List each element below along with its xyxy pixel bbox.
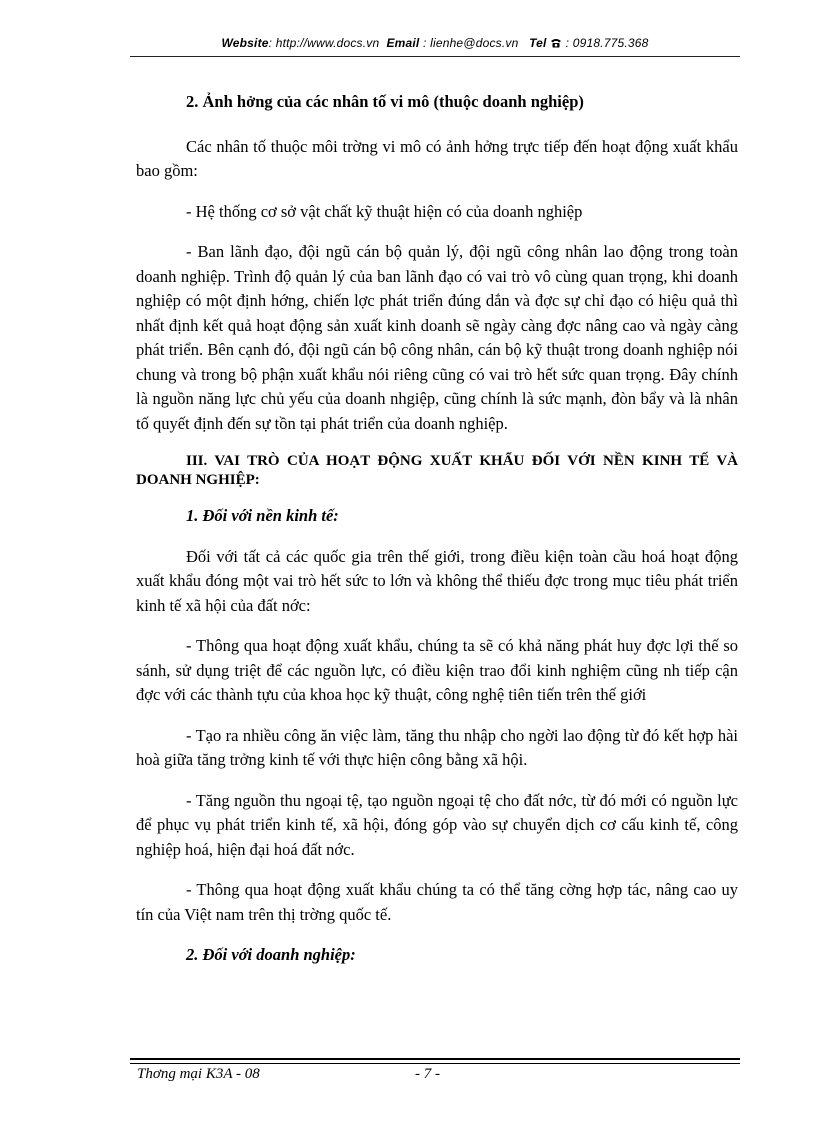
email-value: : lienhe@docs.vn <box>423 36 519 50</box>
page-header <box>130 36 740 50</box>
document-body <box>136 90 738 984</box>
subsection-heading: 2. Đối với doanh nghiệp: <box>186 945 356 964</box>
email-label: Email <box>386 36 420 50</box>
footer-course: Thơng mại K3A - 08 <box>137 1066 260 1082</box>
phone-icon <box>550 36 566 50</box>
section-heading: 2. Ảnh hởng của các nhân tố vi mô (thuộc doanh nghiệp) <box>186 92 584 111</box>
paragraph: - Ban lãnh đạo, đội ngũ cán bộ quản lý, đội ngũ công nhân lao động trong toàn doanh nghiệp. Trình độ quản lý của ban lãnh đạo có vai trò vô cùng quan trọng, khi doanh nghiệp có một định hớng, chiến lợc phát triển đúng dắn và đợc sự chỉ đạo có hiệu quả thì nhất định kết quả hoạt động sản xuất kinh doanh sẽ ngày càng đợc nâng cao và ngày càng phát triển. Bên cạnh đó, đội ngũ cán bộ công nhân, cán bộ kỹ thuật trong doanh nghiệp nói chung và trong bộ phận xuất khẩu nói riêng cũng có vai trò hết sức quan trọng. Đây chính là nguồn năng lực chủ yếu của doanh nhgiệp, cũng chính là sức mạnh, đòn bẩy và là nhân tố quyết định đến sự tồn tại phát triển của doanh nghiệp. <box>136 242 738 433</box>
chapter-heading: III. VAI TRÒ CỦA HOẠT ĐỘNG XUẤT KHẨU ĐỐI VỚI NỀN KINH TẾ VÀ DOANH NGHIỆP: <box>136 453 738 488</box>
paragraph: - Thông qua hoạt động xuất khẩu chúng ta có thể tăng cờng hợp tác, nâng cao uy tín của Việt nam trên thị trờng quốc tế. <box>136 880 738 924</box>
header-divider <box>130 56 740 57</box>
website-label: Website <box>221 36 269 50</box>
tel-label: Tel <box>529 36 547 50</box>
tel-value: : 0918.775.368 <box>565 36 649 50</box>
footer-divider <box>130 1063 740 1064</box>
paragraph: - Tạo ra nhiều công ăn việc làm, tăng thu nhập cho ngời lao động từ đó kết hợp hài hoà giữa tăng trởng kinh tế với thực hiện công bằng xã hội. <box>136 725 738 769</box>
subsection-heading: 1. Đối với nền kinh tế: <box>186 506 339 525</box>
page-number: - 7 - <box>415 1066 440 1082</box>
paragraph: Các nhân tố thuộc môi trờng vi mô có ảnh hởng trực tiếp đến hoạt động xuất khẩu bao gồm: <box>136 136 738 180</box>
paragraph: - Hệ thống cơ sở vật chất kỹ thuật hiện có của doanh nghiệp <box>186 201 583 221</box>
paragraph: - Thông qua hoạt động xuất khẩu, chúng ta sẽ có khả năng phát huy đợc lợi thế so sánh, sử dụng triệt để các nguồn lực, có điều kiện trao đổi kinh nghiệm cũng nh tiếp cận đợc với các thành tựu của khoa học kỹ thuật, công nghệ tiên tiến trên thế giới <box>136 636 738 704</box>
paragraph: Đối với tất cả các quốc gia trên thế giới, trong điều kiện toàn cầu hoá hoạt động xuất khẩu đóng một vai trò hết sức to lớn và không thể thiếu đợc trong mục tiêu phát triển kinh tế xã hội của đất nớc: <box>136 546 738 615</box>
website-value: : http://www.docs.vn <box>268 36 380 50</box>
footer-divider <box>130 1058 740 1060</box>
paragraph: - Tăng nguồn thu ngoại tệ, tạo nguồn ngoại tệ cho đất nớc, từ đó mới có nguồn lực để phục vụ phát triển kinh tế, xã hội, đóng góp vào sự chuyển dịch cơ cấu kinh tế, công nghiệp hoá, hiện đại hoá đất nớc. <box>136 790 738 859</box>
